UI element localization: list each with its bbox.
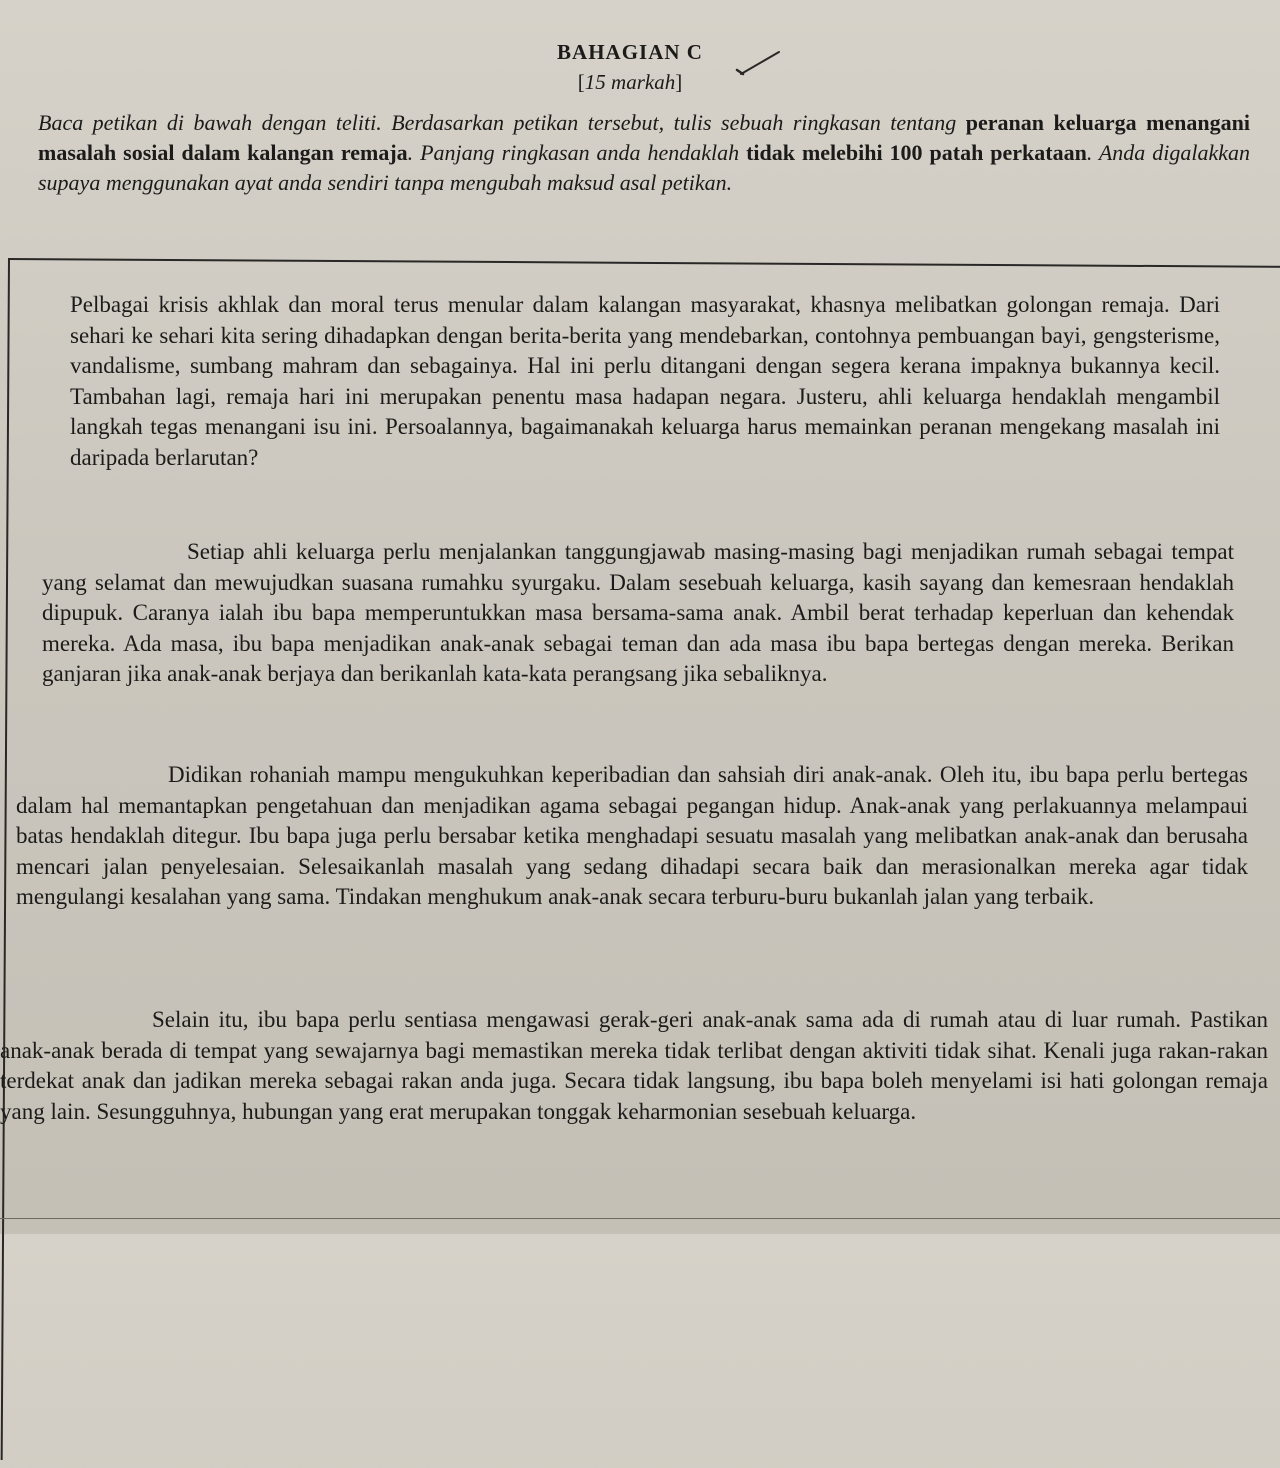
passage-paragraph: Didikan rohaniah mampu mengukuhkan keperibadian dan sahsiah diri anak-anak. Oleh itu, ibu bapa perlu bertegas dalam hal memantapkan pengetahuan dan menjadikan agama sebagai pegangan hidup. Anak-anak yang perlakuannya melampaui batas hendaklah ditegur. Ibu bapa juga perlu bersabar ketika menghadapi sesuatu masalah yang melibatkan anak-anak dan berusaha mencari jalan penyelesaian. Selesaikanlah masalah yang sedang dihadapi secara baik dan merasionalkan mereka agar tidak mengulangi kesalahan yang sama. Tindakan menghukum anak-anak secara terburu-buru bukanlah jalan yang terbaik. — [16, 762, 1248, 909]
handwritten-tick-icon — [735, 48, 785, 98]
bottom-divider — [0, 1218, 1280, 1219]
marks-text: 15 markah — [584, 70, 676, 94]
instructions-emphasis-topic: peranan keluarga menangani masalah sosial dalam kalangan remaja — [38, 110, 1251, 165]
marks-label: [15 markah] — [577, 70, 683, 94]
instructions: Baca petikan di bawah dengan teliti. Berdasarkan petikan tersebut, tulis sebuah ringkasan tentang peranan keluarga menangani masalah sosial dalam kalangan remaja. Panjang ringkasan anda hendaklah tidak melebihi 100 patah perkataan. Anda digalakkan supaya menggunakan ayat anda sendiri tanpa mengubah maksud asal petikan. — [38, 110, 1251, 195]
passage-paragraph: Selain itu, ibu bapa perlu sentiasa mengawasi gerak-geri anak-anak sama ada di rumah atau di luar rumah. Pastikan anak-anak berada di tempat yang sewajarnya bagi memastikan mereka tidak terlibat dengan aktiviti tidak sihat. Kenali juga rakan-rakan terdekat anak dan jadikan mereka sebagai rakan anda juga. Secara tidak langsung, ibu bapa boleh menyelami isi hati golongan remaja yang lain. Sesungguhnya, hubungan yang erat merupakan tonggak keharmonian sesebuah keluarga. — [0, 1007, 1268, 1124]
instructions-emphasis-limit: tidak melebihi 100 patah perkataan — [746, 140, 1087, 165]
section-title: BAHAGIAN C — [557, 40, 703, 64]
passage-paragraph: Setiap ahli keluarga perlu menjalankan tanggungjawab masing-masing bagi menjadikan rumah sebagai tempat yang selamat dan mewujudkan suasana rumahku syurgaku. Dalam sesebuah keluarga, kasih sayang dan kemesraan hendaklah dipupuk. Caranya ialah ibu bapa memperuntukkan masa bersama-sama anak. Ambil berat terhadap keperluan dan kehendak mereka. Ada masa, ibu bapa menjadikan anak-anak sebagai teman dan ada masa ibu bapa bertegas dengan mereka. Berikan ganjaran jika anak-anak berjaya dan berikanlah kata-kata perangsang jika sebaliknya. — [42, 539, 1234, 686]
passage-paragraph: Pelbagai krisis akhlak dan moral terus menular dalam kalangan masyarakat, khasnya melibatkan golongan remaja. Dari sehari ke sehari kita sering dihadapkan dengan berita-berita yang mendebarkan, contohnya pembuangan bayi, gengsterisme, vandalisme, sumbang mahram dan sebagainya. Hal ini perlu ditangani dengan segera kerana impaknya bukannya kecil. Tambahan lagi, remaja hari ini merupakan penentu masa hadapan negara. Justeru, ahli keluarga hendaklah mengambil langkah tegas menangani isu ini. Persoalannya, bagaimanakah keluarga harus memainkan peranan mengekang masalah ini daripada berlarutan? — [70, 292, 1220, 470]
